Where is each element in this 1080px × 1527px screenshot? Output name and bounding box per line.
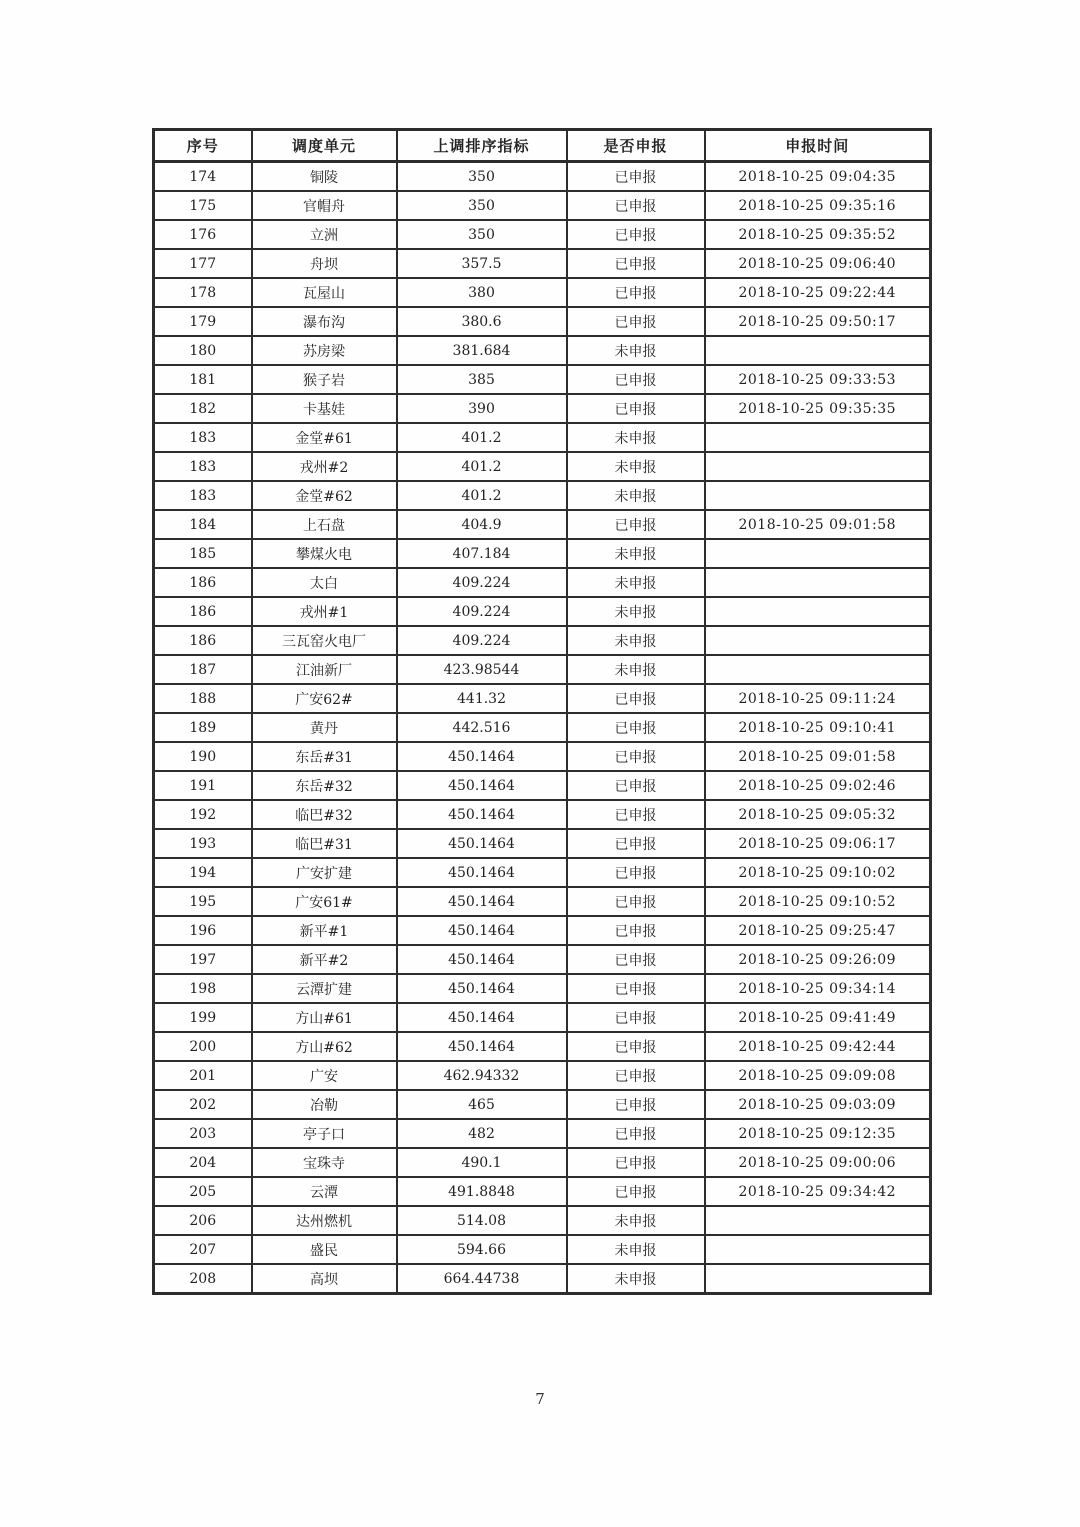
cell-serial: 176 bbox=[154, 220, 252, 249]
cell-declare-time bbox=[705, 481, 931, 510]
cell-declare-time bbox=[705, 597, 931, 626]
cell-dispatch-unit: 新平#1 bbox=[252, 916, 397, 945]
cell-declared-status: 未申报 bbox=[567, 423, 705, 452]
cell-serial: 186 bbox=[154, 568, 252, 597]
table-row bbox=[154, 771, 931, 800]
table-row bbox=[154, 800, 931, 829]
cell-dispatch-unit: 东岳#32 bbox=[252, 771, 397, 800]
cell-serial: 207 bbox=[154, 1235, 252, 1264]
table-row bbox=[154, 249, 931, 278]
cell-declare-time: 2018-10-25 09:41:49 bbox=[705, 1003, 931, 1032]
cell-dispatch-unit: 瀑布沟 bbox=[252, 307, 397, 336]
cell-ranking-indicator: 450.1464 bbox=[397, 1003, 567, 1032]
col-header-serial: 序号 bbox=[154, 130, 252, 162]
cell-dispatch-unit: 官帽舟 bbox=[252, 191, 397, 220]
cell-serial: 203 bbox=[154, 1119, 252, 1148]
table-row bbox=[154, 597, 931, 626]
table-row bbox=[154, 568, 931, 597]
cell-declared-status: 未申报 bbox=[567, 1235, 705, 1264]
table-row bbox=[154, 1032, 931, 1061]
cell-dispatch-unit: 攀煤火电 bbox=[252, 539, 397, 568]
col-header-declare-time: 申报时间 bbox=[705, 130, 931, 162]
cell-dispatch-unit: 云潭 bbox=[252, 1177, 397, 1206]
cell-declared-status: 已申报 bbox=[567, 278, 705, 307]
cell-declare-time bbox=[705, 1206, 931, 1235]
cell-serial: 191 bbox=[154, 771, 252, 800]
cell-declare-time: 2018-10-25 09:22:44 bbox=[705, 278, 931, 307]
cell-ranking-indicator: 385 bbox=[397, 365, 567, 394]
cell-ranking-indicator: 381.684 bbox=[397, 336, 567, 365]
cell-declare-time bbox=[705, 452, 931, 481]
cell-serial: 189 bbox=[154, 713, 252, 742]
cell-declared-status: 已申报 bbox=[567, 365, 705, 394]
cell-dispatch-unit: 新平#2 bbox=[252, 945, 397, 974]
cell-serial: 183 bbox=[154, 452, 252, 481]
cell-declared-status: 未申报 bbox=[567, 452, 705, 481]
table-row bbox=[154, 278, 931, 307]
cell-serial: 199 bbox=[154, 1003, 252, 1032]
cell-declared-status: 已申报 bbox=[567, 684, 705, 713]
cell-serial: 208 bbox=[154, 1264, 252, 1294]
cell-declared-status: 未申报 bbox=[567, 1264, 705, 1294]
cell-declare-time: 2018-10-25 09:06:40 bbox=[705, 249, 931, 278]
cell-serial: 188 bbox=[154, 684, 252, 713]
cell-ranking-indicator: 491.8848 bbox=[397, 1177, 567, 1206]
table-row bbox=[154, 684, 931, 713]
cell-dispatch-unit: 宝珠寺 bbox=[252, 1148, 397, 1177]
cell-declare-time: 2018-10-25 09:02:46 bbox=[705, 771, 931, 800]
table-row bbox=[154, 829, 931, 858]
page-number: 7 bbox=[535, 1390, 545, 1408]
cell-dispatch-unit: 猴子岩 bbox=[252, 365, 397, 394]
cell-serial: 197 bbox=[154, 945, 252, 974]
cell-declare-time: 2018-10-25 09:06:17 bbox=[705, 829, 931, 858]
cell-declared-status: 未申报 bbox=[567, 597, 705, 626]
table-row bbox=[154, 510, 931, 539]
cell-serial: 204 bbox=[154, 1148, 252, 1177]
cell-declared-status: 已申报 bbox=[567, 1177, 705, 1206]
cell-serial: 201 bbox=[154, 1061, 252, 1090]
cell-declare-time bbox=[705, 655, 931, 684]
cell-ranking-indicator: 380.6 bbox=[397, 307, 567, 336]
cell-dispatch-unit: 东岳#31 bbox=[252, 742, 397, 771]
cell-declared-status: 已申报 bbox=[567, 1032, 705, 1061]
table-row bbox=[154, 916, 931, 945]
cell-ranking-indicator: 462.94332 bbox=[397, 1061, 567, 1090]
cell-ranking-indicator: 465 bbox=[397, 1090, 567, 1119]
cell-declared-status: 已申报 bbox=[567, 974, 705, 1003]
cell-serial: 194 bbox=[154, 858, 252, 887]
cell-dispatch-unit: 冶勒 bbox=[252, 1090, 397, 1119]
cell-serial: 174 bbox=[154, 162, 252, 192]
cell-serial: 206 bbox=[154, 1206, 252, 1235]
table-row bbox=[154, 887, 931, 916]
cell-serial: 182 bbox=[154, 394, 252, 423]
cell-dispatch-unit: 立洲 bbox=[252, 220, 397, 249]
table-row bbox=[154, 1264, 931, 1294]
cell-declared-status: 已申报 bbox=[567, 887, 705, 916]
cell-serial: 192 bbox=[154, 800, 252, 829]
cell-ranking-indicator: 401.2 bbox=[397, 423, 567, 452]
cell-dispatch-unit: 高坝 bbox=[252, 1264, 397, 1294]
cell-serial: 183 bbox=[154, 423, 252, 452]
cell-dispatch-unit: 卡基娃 bbox=[252, 394, 397, 423]
table-row bbox=[154, 220, 931, 249]
cell-dispatch-unit: 铜陵 bbox=[252, 162, 397, 192]
cell-ranking-indicator: 664.44738 bbox=[397, 1264, 567, 1294]
cell-ranking-indicator: 482 bbox=[397, 1119, 567, 1148]
table-row bbox=[154, 858, 931, 887]
cell-declare-time bbox=[705, 1264, 931, 1294]
cell-declare-time: 2018-10-25 09:04:35 bbox=[705, 162, 931, 192]
table-row bbox=[154, 423, 931, 452]
cell-dispatch-unit: 金堂#62 bbox=[252, 481, 397, 510]
cell-declare-time: 2018-10-25 09:42:44 bbox=[705, 1032, 931, 1061]
cell-declare-time: 2018-10-25 09:35:52 bbox=[705, 220, 931, 249]
cell-declare-time bbox=[705, 423, 931, 452]
cell-declared-status: 已申报 bbox=[567, 916, 705, 945]
cell-ranking-indicator: 450.1464 bbox=[397, 887, 567, 916]
table-row bbox=[154, 481, 931, 510]
table-row bbox=[154, 1235, 931, 1264]
cell-dispatch-unit: 苏房梁 bbox=[252, 336, 397, 365]
cell-declare-time: 2018-10-25 09:10:02 bbox=[705, 858, 931, 887]
cell-ranking-indicator: 450.1464 bbox=[397, 800, 567, 829]
cell-ranking-indicator: 450.1464 bbox=[397, 916, 567, 945]
cell-declare-time: 2018-10-25 09:33:53 bbox=[705, 365, 931, 394]
cell-declare-time: 2018-10-25 09:01:58 bbox=[705, 510, 931, 539]
cell-serial: 202 bbox=[154, 1090, 252, 1119]
cell-dispatch-unit: 江油新厂 bbox=[252, 655, 397, 684]
cell-ranking-indicator: 350 bbox=[397, 191, 567, 220]
cell-declared-status: 已申报 bbox=[567, 510, 705, 539]
cell-declare-time bbox=[705, 336, 931, 365]
cell-serial: 181 bbox=[154, 365, 252, 394]
cell-declared-status: 已申报 bbox=[567, 249, 705, 278]
cell-declared-status: 已申报 bbox=[567, 307, 705, 336]
cell-declare-time: 2018-10-25 09:35:35 bbox=[705, 394, 931, 423]
cell-dispatch-unit: 金堂#61 bbox=[252, 423, 397, 452]
cell-declared-status: 已申报 bbox=[567, 1003, 705, 1032]
cell-ranking-indicator: 441.32 bbox=[397, 684, 567, 713]
table-row bbox=[154, 1090, 931, 1119]
cell-dispatch-unit: 黄丹 bbox=[252, 713, 397, 742]
cell-ranking-indicator: 450.1464 bbox=[397, 858, 567, 887]
cell-declare-time: 2018-10-25 09:12:35 bbox=[705, 1119, 931, 1148]
cell-dispatch-unit: 临巴#31 bbox=[252, 829, 397, 858]
cell-declare-time bbox=[705, 626, 931, 655]
cell-ranking-indicator: 409.224 bbox=[397, 568, 567, 597]
cell-ranking-indicator: 450.1464 bbox=[397, 974, 567, 1003]
cell-serial: 205 bbox=[154, 1177, 252, 1206]
cell-declared-status: 已申报 bbox=[567, 1061, 705, 1090]
cell-declared-status: 已申报 bbox=[567, 771, 705, 800]
cell-declare-time bbox=[705, 1235, 931, 1264]
col-header-ranking-indicator: 上调排序指标 bbox=[397, 130, 567, 162]
table-row bbox=[154, 1177, 931, 1206]
cell-declare-time: 2018-10-25 09:03:09 bbox=[705, 1090, 931, 1119]
cell-declared-status: 已申报 bbox=[567, 162, 705, 192]
cell-dispatch-unit: 广安62# bbox=[252, 684, 397, 713]
cell-dispatch-unit: 舟坝 bbox=[252, 249, 397, 278]
cell-declared-status: 未申报 bbox=[567, 336, 705, 365]
cell-dispatch-unit: 达州燃机 bbox=[252, 1206, 397, 1235]
cell-serial: 195 bbox=[154, 887, 252, 916]
cell-ranking-indicator: 594.66 bbox=[397, 1235, 567, 1264]
cell-ranking-indicator: 401.2 bbox=[397, 481, 567, 510]
cell-serial: 190 bbox=[154, 742, 252, 771]
cell-ranking-indicator: 442.516 bbox=[397, 713, 567, 742]
table-body bbox=[154, 162, 931, 1294]
cell-declared-status: 已申报 bbox=[567, 1090, 705, 1119]
table-row bbox=[154, 191, 931, 220]
cell-ranking-indicator: 450.1464 bbox=[397, 1032, 567, 1061]
cell-ranking-indicator: 404.9 bbox=[397, 510, 567, 539]
table-row bbox=[154, 1003, 931, 1032]
table-row bbox=[154, 452, 931, 481]
cell-dispatch-unit: 方山#61 bbox=[252, 1003, 397, 1032]
table-header-row bbox=[154, 130, 931, 162]
cell-serial: 193 bbox=[154, 829, 252, 858]
table-row bbox=[154, 162, 931, 192]
cell-serial: 184 bbox=[154, 510, 252, 539]
col-header-dispatch-unit: 调度单元 bbox=[252, 130, 397, 162]
cell-declared-status: 已申报 bbox=[567, 713, 705, 742]
cell-serial: 186 bbox=[154, 626, 252, 655]
cell-dispatch-unit: 上石盘 bbox=[252, 510, 397, 539]
cell-dispatch-unit: 三瓦窑火电厂 bbox=[252, 626, 397, 655]
cell-declared-status: 已申报 bbox=[567, 945, 705, 974]
table-header bbox=[154, 130, 931, 162]
cell-declare-time: 2018-10-25 09:10:52 bbox=[705, 887, 931, 916]
cell-ranking-indicator: 401.2 bbox=[397, 452, 567, 481]
table-row bbox=[154, 394, 931, 423]
cell-serial: 175 bbox=[154, 191, 252, 220]
cell-dispatch-unit: 广安61# bbox=[252, 887, 397, 916]
table-row bbox=[154, 655, 931, 684]
cell-declare-time bbox=[705, 568, 931, 597]
cell-declare-time: 2018-10-25 09:50:17 bbox=[705, 307, 931, 336]
table-row bbox=[154, 336, 931, 365]
table-row bbox=[154, 742, 931, 771]
cell-declare-time: 2018-10-25 09:10:41 bbox=[705, 713, 931, 742]
declaration-table bbox=[152, 128, 932, 1295]
table-row bbox=[154, 1119, 931, 1148]
cell-declare-time: 2018-10-25 09:01:58 bbox=[705, 742, 931, 771]
cell-declared-status: 已申报 bbox=[567, 394, 705, 423]
cell-declared-status: 未申报 bbox=[567, 568, 705, 597]
cell-dispatch-unit: 戎州#1 bbox=[252, 597, 397, 626]
table-row bbox=[154, 539, 931, 568]
cell-declare-time bbox=[705, 539, 931, 568]
cell-serial: 178 bbox=[154, 278, 252, 307]
cell-declare-time: 2018-10-25 09:35:16 bbox=[705, 191, 931, 220]
cell-declare-time: 2018-10-25 09:05:32 bbox=[705, 800, 931, 829]
cell-declared-status: 已申报 bbox=[567, 1119, 705, 1148]
cell-ranking-indicator: 350 bbox=[397, 162, 567, 192]
cell-dispatch-unit: 盛民 bbox=[252, 1235, 397, 1264]
cell-ranking-indicator: 514.08 bbox=[397, 1206, 567, 1235]
cell-dispatch-unit: 广安 bbox=[252, 1061, 397, 1090]
cell-serial: 200 bbox=[154, 1032, 252, 1061]
cell-ranking-indicator: 350 bbox=[397, 220, 567, 249]
table-row bbox=[154, 713, 931, 742]
cell-serial: 179 bbox=[154, 307, 252, 336]
cell-declared-status: 未申报 bbox=[567, 626, 705, 655]
col-header-declared-status: 是否申报 bbox=[567, 130, 705, 162]
cell-dispatch-unit: 方山#62 bbox=[252, 1032, 397, 1061]
cell-declared-status: 已申报 bbox=[567, 220, 705, 249]
cell-declared-status: 已申报 bbox=[567, 858, 705, 887]
cell-ranking-indicator: 409.224 bbox=[397, 626, 567, 655]
cell-serial: 196 bbox=[154, 916, 252, 945]
cell-declared-status: 未申报 bbox=[567, 481, 705, 510]
table-row bbox=[154, 626, 931, 655]
cell-ranking-indicator: 380 bbox=[397, 278, 567, 307]
cell-dispatch-unit: 临巴#32 bbox=[252, 800, 397, 829]
cell-serial: 198 bbox=[154, 974, 252, 1003]
cell-dispatch-unit: 太白 bbox=[252, 568, 397, 597]
table-row bbox=[154, 974, 931, 1003]
cell-dispatch-unit: 戎州#2 bbox=[252, 452, 397, 481]
cell-serial: 186 bbox=[154, 597, 252, 626]
cell-declared-status: 已申报 bbox=[567, 1148, 705, 1177]
cell-serial: 185 bbox=[154, 539, 252, 568]
cell-declare-time: 2018-10-25 09:34:42 bbox=[705, 1177, 931, 1206]
cell-declared-status: 已申报 bbox=[567, 800, 705, 829]
table-row bbox=[154, 365, 931, 394]
cell-declare-time: 2018-10-25 09:34:14 bbox=[705, 974, 931, 1003]
cell-serial: 183 bbox=[154, 481, 252, 510]
cell-declare-time: 2018-10-25 09:11:24 bbox=[705, 684, 931, 713]
table-row bbox=[154, 307, 931, 336]
table-row bbox=[154, 945, 931, 974]
cell-dispatch-unit: 广安扩建 bbox=[252, 858, 397, 887]
cell-declared-status: 未申报 bbox=[567, 655, 705, 684]
cell-declare-time: 2018-10-25 09:09:08 bbox=[705, 1061, 931, 1090]
cell-ranking-indicator: 409.224 bbox=[397, 597, 567, 626]
cell-declared-status: 未申报 bbox=[567, 539, 705, 568]
table-row bbox=[154, 1148, 931, 1177]
cell-ranking-indicator: 490.1 bbox=[397, 1148, 567, 1177]
cell-declare-time: 2018-10-25 09:26:09 bbox=[705, 945, 931, 974]
cell-ranking-indicator: 450.1464 bbox=[397, 829, 567, 858]
cell-ranking-indicator: 450.1464 bbox=[397, 742, 567, 771]
cell-declare-time: 2018-10-25 09:00:06 bbox=[705, 1148, 931, 1177]
cell-ranking-indicator: 407.184 bbox=[397, 539, 567, 568]
cell-serial: 187 bbox=[154, 655, 252, 684]
table-row bbox=[154, 1061, 931, 1090]
cell-dispatch-unit: 亭子口 bbox=[252, 1119, 397, 1148]
cell-declared-status: 已申报 bbox=[567, 829, 705, 858]
cell-ranking-indicator: 450.1464 bbox=[397, 771, 567, 800]
cell-ranking-indicator: 357.5 bbox=[397, 249, 567, 278]
cell-ranking-indicator: 423.98544 bbox=[397, 655, 567, 684]
cell-declare-time: 2018-10-25 09:25:47 bbox=[705, 916, 931, 945]
cell-dispatch-unit: 云潭扩建 bbox=[252, 974, 397, 1003]
cell-ranking-indicator: 390 bbox=[397, 394, 567, 423]
cell-declared-status: 已申报 bbox=[567, 191, 705, 220]
cell-serial: 177 bbox=[154, 249, 252, 278]
cell-declared-status: 已申报 bbox=[567, 742, 705, 771]
cell-dispatch-unit: 瓦屋山 bbox=[252, 278, 397, 307]
table-row bbox=[154, 1206, 931, 1235]
cell-serial: 180 bbox=[154, 336, 252, 365]
cell-ranking-indicator: 450.1464 bbox=[397, 945, 567, 974]
cell-declared-status: 未申报 bbox=[567, 1206, 705, 1235]
